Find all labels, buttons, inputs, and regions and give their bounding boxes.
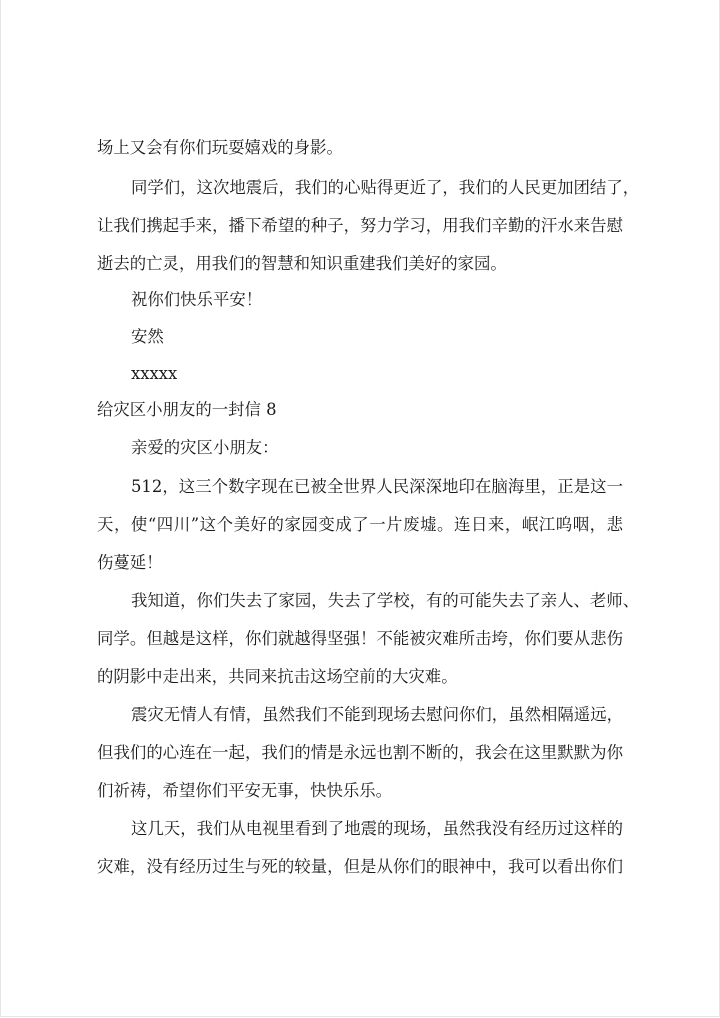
letter-salutation: 亲爱的灾区小朋友： bbox=[131, 438, 279, 457]
signature-placeholder: xxxxx bbox=[131, 364, 178, 383]
closing-wish: 祝你们快乐平安！ bbox=[131, 290, 263, 309]
text-line: 场上又会有你们玩耍嬉戏的身影。 bbox=[97, 138, 343, 157]
text-line: 伤蔓延！ bbox=[97, 553, 163, 572]
signature-name: 安然 bbox=[131, 327, 164, 346]
text-line: 512，这三个数字现在已被全世界人民深深地印在脑海里，正是这一 bbox=[131, 477, 623, 496]
text-line: 的阴影中走出来，共同来抗击这场空前的大灾难。 bbox=[97, 667, 458, 686]
text-line: 灾难，没有经历过生与死的较量，但是从你们的眼神中，我可以看出你们 bbox=[97, 857, 623, 876]
text-line: 天，使“四川”这个美好的家园变成了一片废墟。连日来，岷江呜咽，悲 bbox=[97, 515, 623, 534]
text-line: 们祈祷，希望你们平安无事，快快乐乐。 bbox=[97, 781, 393, 800]
text-line: 逝去的亡灵，用我们的智慧和知识重建我们美好的家园。 bbox=[97, 254, 507, 273]
text-line: 让我们携起手来，播下希望的种子，努力学习，用我们辛勤的汗水来告慰 bbox=[97, 216, 623, 235]
text-line: 但我们的心连在一起，我们的情是永远也割不断的，我会在这里默默为你 bbox=[97, 743, 623, 762]
text-line: 我知道，你们失去了家园，失去了学校，有的可能失去了亲人、老师、 bbox=[131, 591, 640, 610]
text-line: 这几天，我们从电视里看到了地震的现场，虽然我没有经历过这样的 bbox=[131, 819, 623, 838]
text-line: 同学们，这次地震后，我们的心贴得更近了，我们的人民更加团结了， bbox=[131, 178, 640, 197]
text-line: 震灾无情人有情，虽然我们不能到现场去慰问你们，虽然相隔遥远， bbox=[131, 705, 623, 724]
text-line: 同学。但越是这样，你们就越得坚强！不能被灾难所击垮，你们要从悲伤 bbox=[97, 629, 623, 648]
section-title: 给灾区小朋友的一封信 8 bbox=[97, 400, 277, 419]
